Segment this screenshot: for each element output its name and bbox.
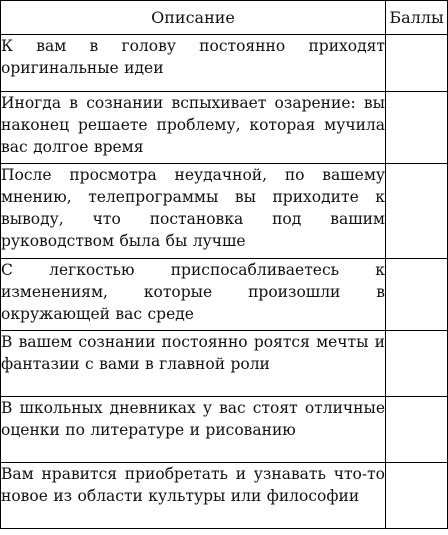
- statement-cell: К вам в голову постоянно приходят оригинальные идеи: [1, 35, 386, 92]
- score-cell[interactable]: [386, 35, 448, 92]
- table-row: [1, 259, 448, 331]
- score-column-header: Баллы: [386, 1, 448, 35]
- statement-cell: После просмотра неудачной, по вашему мнению, телепрограммы вы приходите к выводу, что постановка под вашим руководством была бы лучше: [1, 164, 386, 259]
- score-cell[interactable]: [386, 259, 448, 331]
- table-row: [1, 463, 448, 529]
- statement-cell: В школьных дневниках у вас стоят отличные оценки по литературе и рисованию: [1, 397, 386, 463]
- description-column-header: Описание: [1, 1, 386, 35]
- score-cell[interactable]: [386, 397, 448, 463]
- table-row: [1, 164, 448, 259]
- statement-cell: Иногда в сознании вспыхивает озарение: вы наконец решаете проблему, которая мучила вас долгое время: [1, 92, 386, 164]
- score-cell[interactable]: [386, 331, 448, 397]
- statement-cell: В вашем сознании постоянно роятся мечты и фантазии с вами в главной роли: [1, 331, 386, 397]
- table-row: [1, 397, 448, 463]
- table-row: [1, 35, 448, 92]
- score-cell[interactable]: [386, 463, 448, 529]
- score-cell[interactable]: [386, 164, 448, 259]
- table-row: [1, 331, 448, 397]
- statement-cell: Вам нравится приобретать и узнавать что-то новое из области культуры или философии: [1, 463, 386, 529]
- statement-cell: С легкостью приспосабливаетесь к изменениям, которые произошли в окружающей вас среде: [1, 259, 386, 331]
- score-cell[interactable]: [386, 92, 448, 164]
- header-row: [1, 1, 448, 35]
- table-row: [1, 92, 448, 164]
